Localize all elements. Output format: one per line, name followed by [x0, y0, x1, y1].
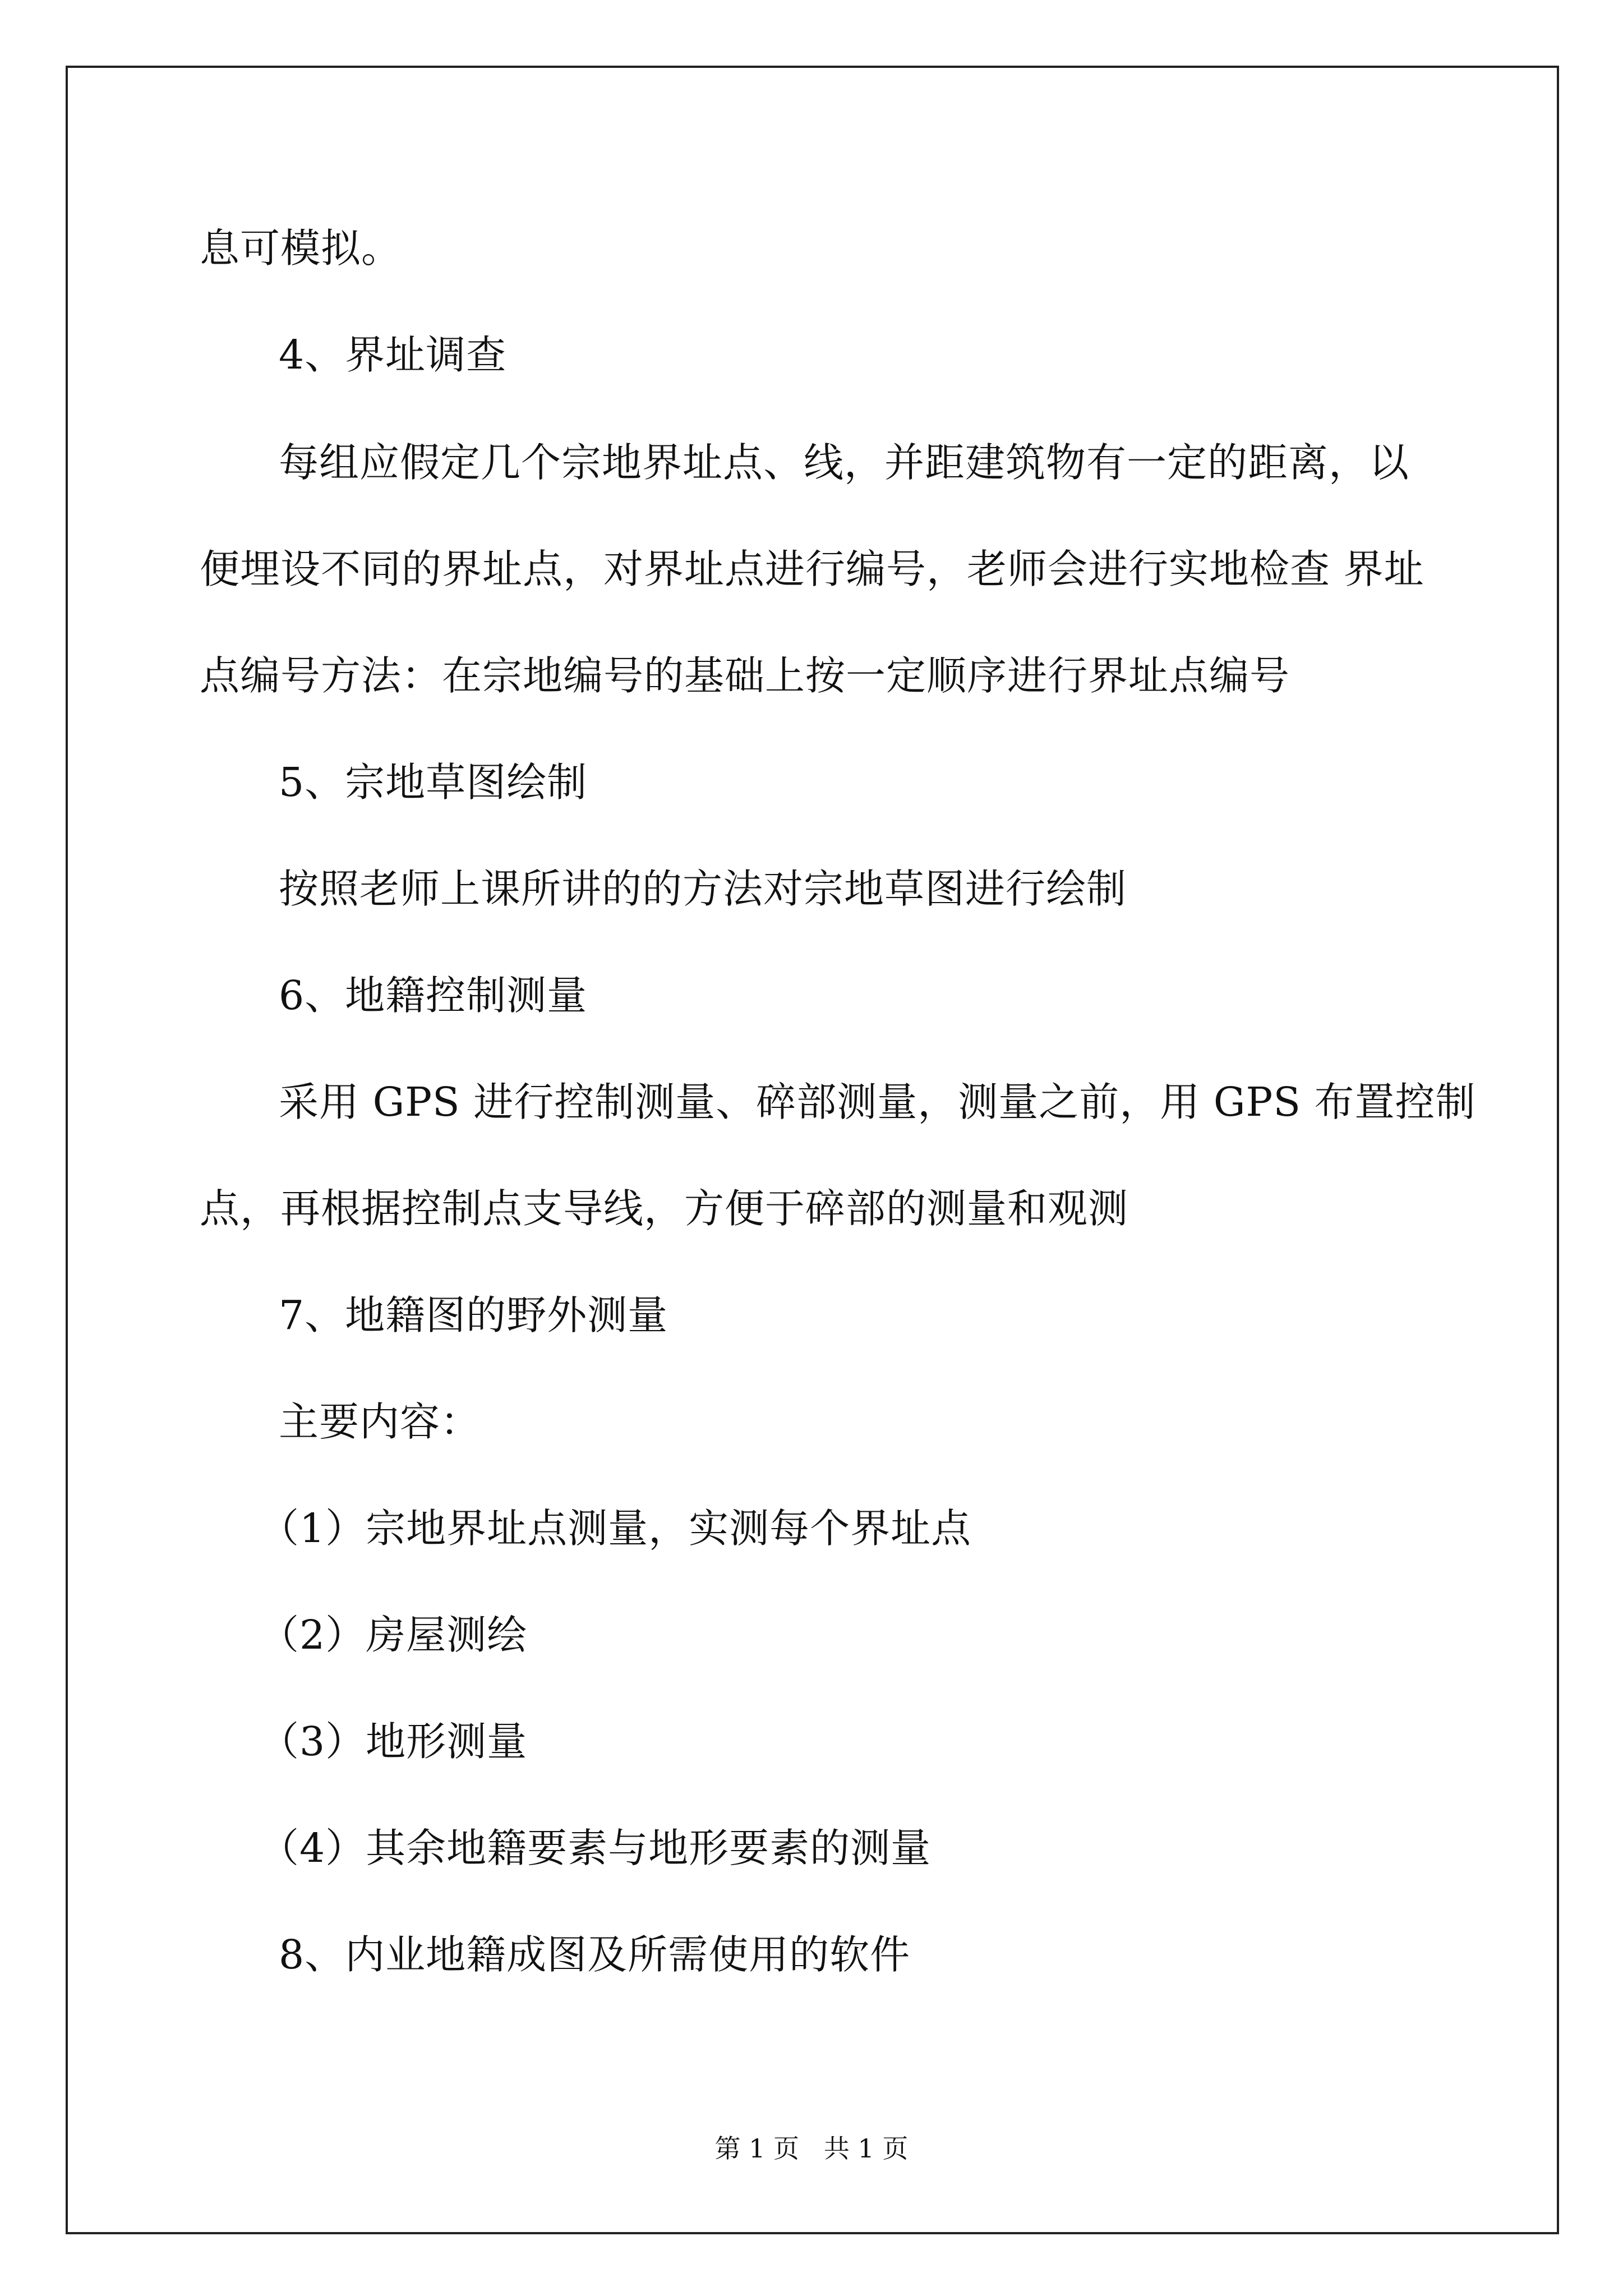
paragraph-boundary-line-1: 每组应假定几个宗地界址点、线，并距建筑物有一定的距离，以 — [279, 439, 1410, 486]
heading-office-mapping: 8、内业地籍成图及所需使用的软件 — [279, 1931, 911, 1978]
paragraph-control-line-2: 点，再根据控制点支导线，方便于碎部的测量和观测 — [200, 1185, 1129, 1232]
page-border — [66, 66, 1559, 2234]
heading-field-survey: 7、地籍图的野外测量 — [279, 1292, 668, 1338]
paragraph-parcel-sketch: 按照老师上课所讲的的方法对宗地草图进行绘制 — [279, 866, 1127, 912]
heading-parcel-sketch: 5、宗地草图绘制 — [279, 759, 588, 806]
heading-control-survey: 6、地籍控制测量 — [279, 972, 588, 1019]
paragraph-main-content: 主要内容： — [279, 1398, 481, 1445]
paragraph-boundary-line-2: 便埋设不同的界址点，对界址点进行编号，老师会进行实地检查 界址 — [200, 546, 1424, 592]
paragraph-control-line-1: 采用 GPS 进行控制测量、碎部测量，测量之前，用 GPS 布置控制 — [279, 1079, 1476, 1125]
paragraph-continuation: 息可模拟。 — [200, 225, 402, 272]
paragraph-boundary-line-3: 点编号方法：在宗地编号的基础上按一定顺序进行界址点编号 — [200, 652, 1290, 699]
page-number-footer: 第 1 页 共 1 页 — [714, 2133, 909, 2164]
list-item-1: （1）宗地界址点测量，实测每个界址点 — [259, 1505, 972, 1552]
heading-boundary-survey: 4、界址调查 — [279, 332, 507, 378]
list-item-4: （4）其余地籍要素与地形要素的测量 — [259, 1825, 932, 1871]
list-item-2: （2）房屋测绘 — [259, 1612, 528, 1658]
list-item-3: （3）地形测量 — [259, 1718, 528, 1765]
